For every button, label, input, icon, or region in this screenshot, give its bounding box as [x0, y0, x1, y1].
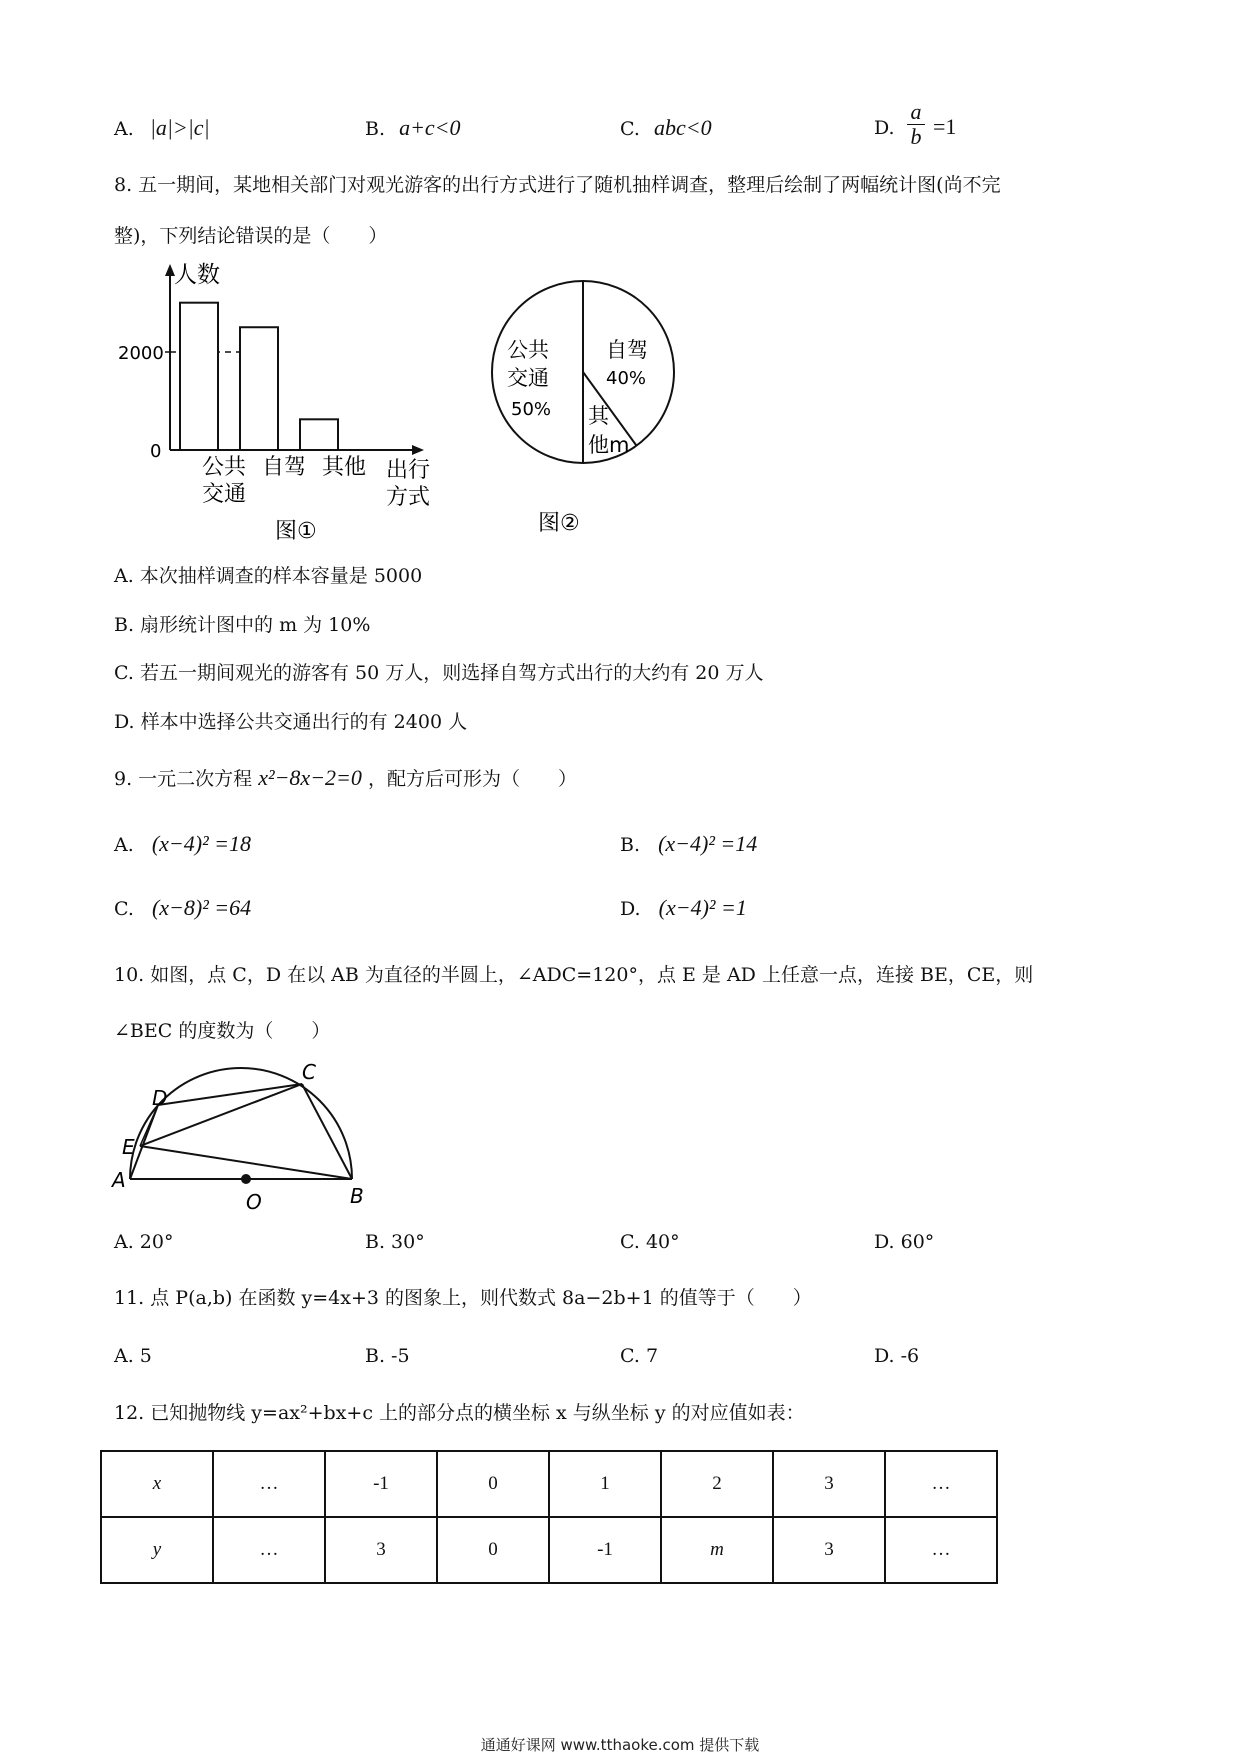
q8-stem-line1: 8. 五一期间，某地相关部门对观光游客的出行方式进行了随机抽样调查，整理后绘制了两幅统计图(尚不完 — [114, 174, 1001, 196]
q7-option-c-text: abc<0 — [653, 115, 712, 140]
label-O: O — [246, 1190, 262, 1214]
pie-label-public-line2: 交通 — [507, 366, 549, 390]
pie-label-selfdrive: 自驾 — [606, 338, 648, 362]
q8-option-d: D. 样本中选择公共交通出行的有 2400 人 — [114, 711, 468, 733]
q7-fraction-denominator: b — [910, 124, 922, 149]
x-axis-label-line1: 出行 — [386, 458, 431, 483]
figure-1-caption: 图① — [275, 519, 317, 544]
q10-stem-line2: ∠BEC 的度数为（ ） — [114, 1020, 331, 1042]
q7-option-d-fraction — [905, 100, 927, 149]
table-cell: … — [213, 1451, 325, 1517]
q9-option-a-label: A. — [114, 834, 134, 856]
q7-option-a — [114, 116, 210, 141]
q11-option-d: D. -6 — [874, 1345, 920, 1367]
q12-stem: 12. 已知抛物线 y=ax²+bx+c 上的部分点的横坐标 x 与纵坐标 y 的对应值如表： — [114, 1402, 805, 1424]
q11-option-a: A. 5 — [114, 1345, 152, 1367]
label-B: B — [350, 1184, 364, 1208]
segment-CB — [302, 1084, 352, 1179]
y-axis-label: 人数 — [174, 262, 220, 288]
table-cell: -1 — [325, 1451, 437, 1517]
q8-option-c: C. 若五一期间观光的游客有 50 万人，则选择自驾方式出行的大约有 20 万人 — [114, 662, 764, 684]
category-label-selfdrive: 自驾 — [262, 455, 307, 480]
table-row-y — [101, 1517, 997, 1583]
table-cell: x — [101, 1451, 213, 1517]
y-tick-label-2000: 2000 — [118, 343, 164, 364]
q9-option-b — [620, 832, 757, 857]
table-cell: m — [661, 1517, 773, 1583]
q7-option-b-label: B. — [365, 118, 386, 140]
q10-option-b: B. 30° — [365, 1231, 425, 1253]
origin-label: 0 — [150, 441, 162, 462]
q8-option-a: A. 本次抽样调查的样本容量是 5000 — [114, 565, 423, 587]
table-row-x — [101, 1451, 997, 1517]
x-axis-label-line2: 方式 — [386, 485, 431, 510]
q7-option-a-text: |a|>|c| — [149, 115, 210, 140]
pie-label-selfdrive-pct: 40% — [606, 368, 647, 389]
q7-option-c — [620, 116, 712, 141]
category-label-other: 其他 — [322, 455, 367, 480]
q9-stem-suffix: ，配方后可形为（ ） — [367, 768, 577, 790]
q9-option-c-label: C. — [114, 898, 134, 920]
q7-option-d-label: D. — [874, 117, 895, 139]
q7-option-d — [874, 116, 895, 140]
figure-2-caption: 图② — [538, 511, 580, 536]
q7-option-d-rest: =1 — [933, 114, 957, 139]
label-C: C — [302, 1060, 316, 1084]
bar-3 — [300, 419, 338, 450]
pie-label-other-line2: 他m — [588, 433, 630, 457]
pie-label-public-line1: 公共 — [507, 338, 549, 362]
q7-option-c-label: C. — [620, 118, 640, 140]
table-cell: -1 — [549, 1517, 661, 1583]
bar-chart-figure-1 — [110, 260, 450, 545]
table-cell: y — [101, 1517, 213, 1583]
q10-option-c: C. 40° — [620, 1231, 680, 1253]
pie-label-public-pct: 50% — [511, 399, 552, 420]
q9-option-a-eq: (x−4)² =18 — [151, 831, 252, 856]
q11-option-c: C. 7 — [620, 1345, 659, 1367]
label-E: E — [122, 1135, 135, 1159]
pie-label-other-line1: 其 — [588, 404, 609, 428]
bar-1 — [180, 303, 218, 450]
q10-option-a: A. 20° — [114, 1231, 174, 1253]
page-footer: 通通好课网 www.tthaoke.com 提供下载 — [480, 1736, 760, 1754]
table-cell: 3 — [325, 1517, 437, 1583]
q11-option-b: B. -5 — [365, 1345, 410, 1367]
category-label-public-line2: 交通 — [202, 482, 247, 507]
semicircle-figure — [110, 1055, 380, 1215]
q9-option-d — [620, 896, 747, 921]
pie-chart-figure-2 — [475, 260, 705, 540]
q9-option-c-eq: (x−8)² =64 — [151, 895, 252, 920]
x-axis-arrow-icon — [412, 445, 424, 455]
table-cell: 3 — [773, 1451, 885, 1517]
xy-value-table — [100, 1450, 998, 1584]
label-A: A — [112, 1168, 126, 1192]
q7-fraction-numerator: a — [910, 99, 922, 124]
q9-stem — [114, 766, 577, 791]
table-cell: 0 — [437, 1451, 549, 1517]
table-cell: … — [885, 1517, 997, 1583]
q10-stem-line1: 10. 如图，点 C，D 在以 AB 为直径的半圆上，∠ADC=120°，点 E 是 AD 上任意一点，连接 BE，CE，则 — [114, 964, 1034, 986]
label-D: D — [152, 1086, 168, 1110]
center-point-O — [241, 1174, 251, 1184]
q7-option-b-text: a+c<0 — [399, 115, 461, 140]
category-label-public-line1: 公共 — [202, 455, 247, 480]
q7-option-b — [365, 116, 461, 141]
q8-stem-line2: 整)，下列结论错误的是（ ） — [114, 225, 388, 247]
bar-2 — [240, 327, 278, 450]
q9-option-a — [114, 832, 251, 857]
q9-option-b-label: B. — [620, 834, 641, 856]
q9-stem-equation: x²−8x−2=0 — [258, 765, 362, 790]
table-cell: … — [213, 1517, 325, 1583]
bars-group — [180, 303, 338, 450]
table-cell: 3 — [773, 1517, 885, 1583]
q7-option-a-label: A. — [114, 118, 134, 140]
q8-option-b: B. 扇形统计图中的 m 为 10% — [114, 614, 371, 636]
q9-option-c — [114, 896, 251, 921]
q9-option-d-label: D. — [620, 898, 641, 920]
q11-stem: 11. 点 P(a,b) 在函数 y=4x+3 的图象上，则代数式 8a−2b+1 的值等于（ ） — [114, 1287, 812, 1309]
table-cell: 0 — [437, 1517, 549, 1583]
q9-option-b-eq: (x−4)² =14 — [658, 831, 758, 856]
table-cell: … — [885, 1451, 997, 1517]
q9-option-d-eq: (x−4)² =1 — [658, 895, 747, 920]
table-cell: 1 — [549, 1451, 661, 1517]
table-cell: 2 — [661, 1451, 773, 1517]
q10-option-d: D. 60° — [874, 1231, 935, 1253]
q9-stem-prefix: 9. 一元二次方程 — [114, 768, 253, 790]
